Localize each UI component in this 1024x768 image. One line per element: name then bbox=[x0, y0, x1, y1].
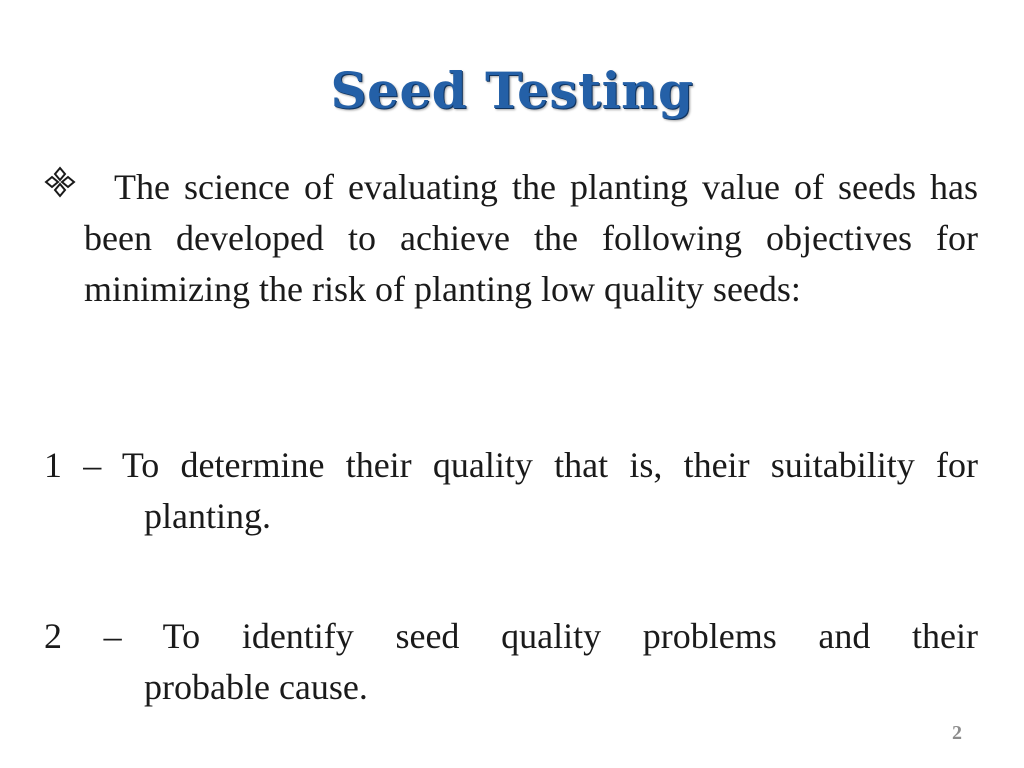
slide-title: Seed Testing bbox=[330, 61, 694, 120]
intro-paragraph: The science of evaluating the planting value of seeds has been developed to achieve the following objectives for minimizing the risk of planting low quality seeds: bbox=[84, 167, 978, 309]
objective-item-2 bbox=[44, 611, 978, 713]
objective-item-2-line-2: probable cause. bbox=[144, 667, 368, 707]
objective-item-2-line-1: 2 – To identify seed quality problems and their bbox=[44, 616, 978, 656]
four-diamond-bullet-icon bbox=[44, 166, 76, 198]
objective-item-1: 1 – To determine their quality that is, their suitability for planting. bbox=[44, 445, 978, 536]
page-number: 2 bbox=[952, 722, 962, 744]
